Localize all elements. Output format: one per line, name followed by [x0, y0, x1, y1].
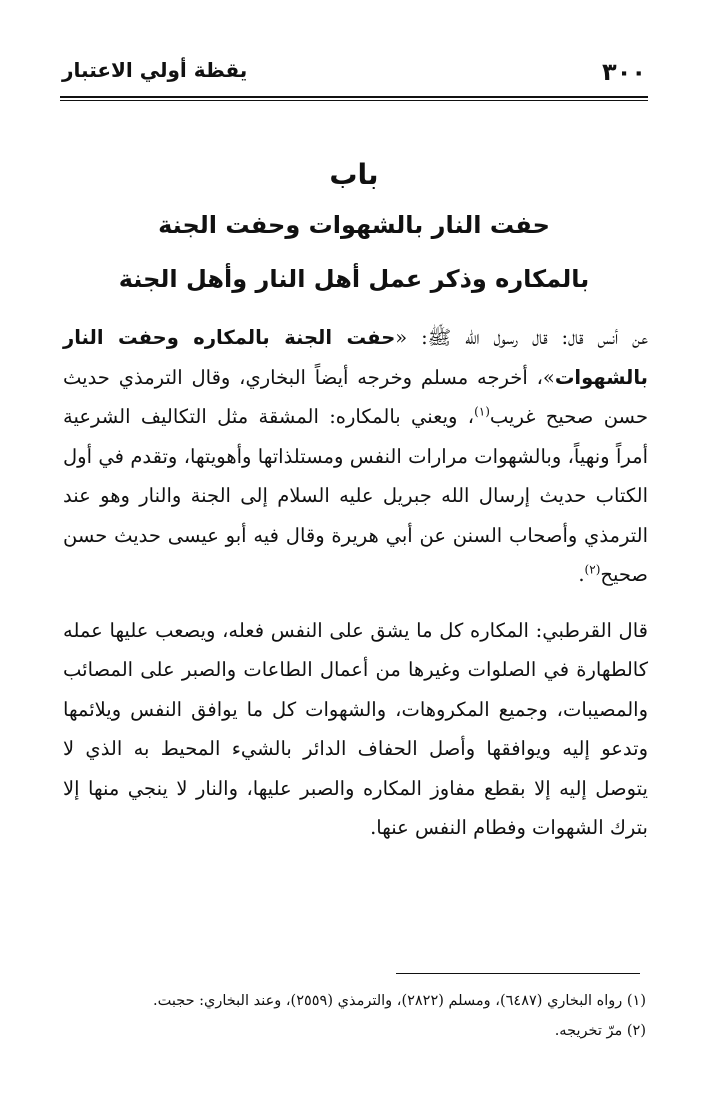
- book-title: يقظة أولي الاعتبار: [62, 58, 248, 82]
- footnote-marker-2[interactable]: (٢): [584, 562, 601, 577]
- footnote-separator: [396, 973, 640, 974]
- paragraph-1-part-3: ، ويعني بالمكاره: المشقة مثل التكاليف الشرعية أمراً ونهياً، وبالشهوات مرارات النفس ومستلذاتها وأهويتها، وتقدم في أول الكتاب حديث إرسال الله جبريل عليه السلام إلى الجنة والنار وهو عند الترمذي وأصحاب السنن عن أبي هريرة وقال فيه أبو عيسى حديث حسن صحيح: [63, 405, 648, 586]
- paragraph-1: [63, 318, 648, 595]
- chapter-label: باب: [329, 158, 379, 191]
- running-header: [60, 56, 648, 96]
- chapter-heading: [60, 152, 648, 306]
- page-number: ٣٠٠: [602, 58, 646, 86]
- header-rule: [60, 96, 648, 101]
- chapter-title-line-1: حفت النار بالشهوات وحفت الجنة: [158, 211, 550, 239]
- chapter-title-line-2: بالمكاره وذكر عمل أهل النار وأهل الجنة: [118, 265, 590, 293]
- footnote-marker-1[interactable]: (١): [474, 404, 490, 419]
- paragraph-2: قال القرطبي: المكاره كل ما يشق على النفس فعله، ويصعب عليها عمله كالطهارة في الصلوات وغيرها من أعمال الطاعات والصبر على المصائب والمصيبات، وجميع المكروهات، والشهوات كل ما يوافق النفس ويلائمها وتدعو إليه ويوافقها وأصل الحفاف الدائر بالشيء المحيط به الذي لا يتوصل إليه إلا بقطع مفاوز المكاره والصبر عليها، والنار لا ينجي منها إلا بترك الشهوات وفطام النفس عنها.: [63, 618, 648, 839]
- footnotes: [60, 986, 646, 1046]
- paragraph-1-part-2: »، أخرجه مسلم وخرجه أيضاً البخاري، وقال الترمذي حديث حسن صحيح غريب: [63, 365, 648, 428]
- main-text: [63, 318, 648, 848]
- footnote-2: (٢) مرّ تخريجه.: [554, 1023, 646, 1039]
- footnote-1: (١) رواه البخاري (٦٤٨٧)، ومسلم (٢٨٢٢)، والترمذي (٢٥٥٩)، وعند البخاري: حجبت.: [153, 993, 646, 1009]
- hadith-text: حفت الجنة بالمكاره وحفت النار بالشهوات: [63, 326, 648, 389]
- paragraph-1-intro: عن أنس قال: قال رسول الله ﷺ: «: [395, 326, 648, 349]
- paragraph-1-end: .: [578, 563, 585, 586]
